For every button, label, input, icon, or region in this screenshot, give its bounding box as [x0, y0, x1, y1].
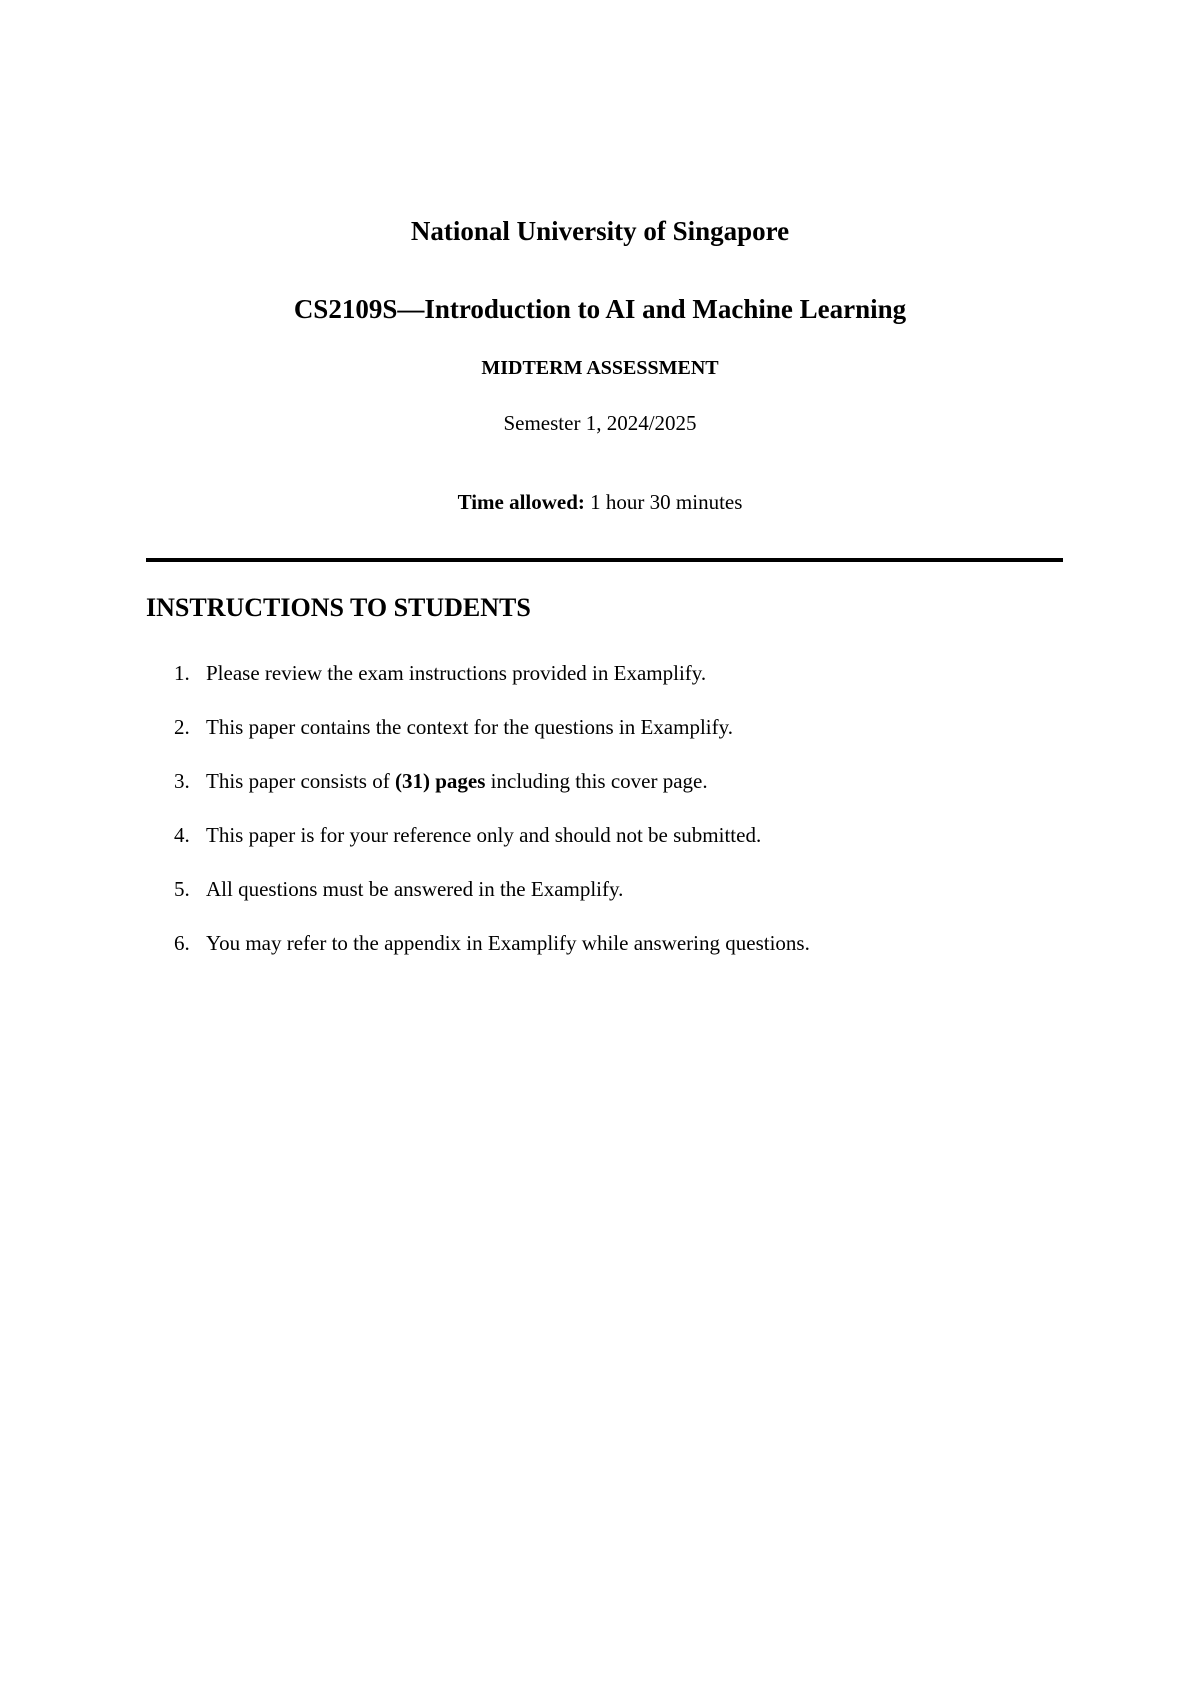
instruction-text	[206, 769, 708, 794]
instruction-item-6	[0, 931, 1200, 985]
page-count: (31) pages	[394, 769, 486, 793]
instruction-number: 4.	[174, 823, 190, 847]
instruction-text: Please review the exam instructions provided in Examplify.	[206, 661, 707, 685]
semester-label: Semester 1, 2024/2025	[503, 411, 697, 435]
instruction-item-1	[0, 661, 1200, 715]
instruction-text: This paper is for your reference only and should not be submitted.	[206, 823, 762, 847]
time-allowed-label: Time allowed:	[457, 490, 585, 514]
university-name: National University of Singapore	[410, 216, 790, 246]
instructions-heading: INSTRUCTIONS TO STUDENTS	[146, 593, 531, 622]
horizontal-rule	[146, 558, 1063, 562]
time-allowed-value: 1 hour 30 minutes	[590, 490, 743, 514]
instruction-item-3	[0, 769, 1200, 823]
time-allowed	[0, 490, 1200, 515]
instruction-text: All questions must be answered in the Examplify.	[206, 877, 624, 901]
instruction-text: You may refer to the appendix in Examplify while answering questions.	[206, 931, 810, 955]
course-title: CS2109S—Introduction to AI and Machine Learning	[293, 294, 907, 324]
instruction-number: 6.	[174, 931, 190, 955]
instruction-number: 5.	[174, 877, 190, 901]
instruction-text: This paper contains the context for the questions in Examplify.	[206, 715, 734, 739]
instruction-number: 3.	[174, 769, 190, 793]
instruction-item-5	[0, 877, 1200, 931]
instruction-text-after: including this cover page.	[485, 769, 708, 793]
assessment-type: MIDTERM ASSESSMENT	[481, 357, 719, 379]
instruction-number: 1.	[174, 661, 190, 685]
instruction-number: 2.	[174, 715, 190, 739]
instruction-item-4	[0, 823, 1200, 877]
instruction-text-before: This paper consists of	[206, 769, 395, 793]
instructions-list	[0, 661, 1200, 985]
instruction-item-2	[0, 715, 1200, 769]
